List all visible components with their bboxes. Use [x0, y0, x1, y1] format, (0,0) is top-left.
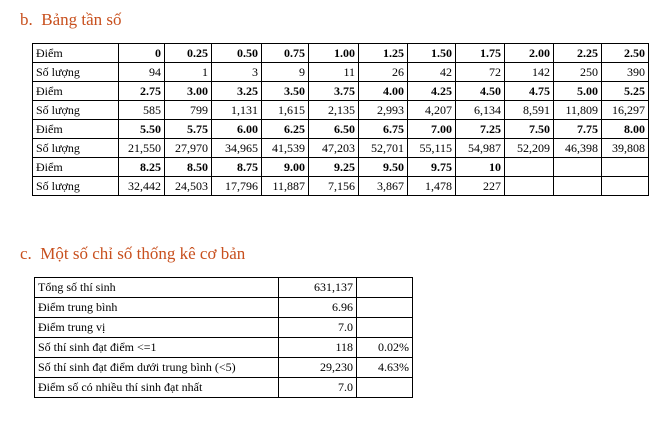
stat-value: 6.96	[279, 298, 357, 318]
stat-label: Số thí sinh đạt điểm <=1	[35, 338, 279, 358]
stat-percent	[357, 378, 413, 398]
count-cell: 3	[212, 63, 262, 82]
section-c-heading: c. Một số chỉ số thống kê cơ bản	[20, 244, 246, 263]
score-row	[33, 44, 649, 63]
stat-percent	[357, 298, 413, 318]
score-cell: 4.25	[408, 82, 456, 101]
count-cell: 7,156	[309, 177, 359, 196]
count-cell: 2,993	[359, 101, 408, 120]
score-cell: 9.00	[262, 158, 309, 177]
score-cell: 8.50	[165, 158, 212, 177]
score-cell: 8.75	[212, 158, 262, 177]
count-cell	[505, 177, 554, 196]
score-cell: 7.00	[408, 120, 456, 139]
stat-row	[35, 318, 413, 338]
frequency-table	[32, 43, 649, 196]
stat-percent: 0.02%	[357, 338, 413, 358]
score-label: Điểm	[33, 44, 119, 63]
score-cell	[505, 158, 554, 177]
score-cell: 8.00	[602, 120, 649, 139]
score-cell: 2.50	[602, 44, 649, 63]
stat-row	[35, 278, 413, 298]
count-cell: 11	[309, 63, 359, 82]
score-cell: 7.50	[505, 120, 554, 139]
score-cell: 3.50	[262, 82, 309, 101]
count-cell: 250	[554, 63, 602, 82]
count-cell: 47,203	[309, 139, 359, 158]
count-cell: 390	[602, 63, 649, 82]
score-cell: 4.75	[505, 82, 554, 101]
count-cell: 34,965	[212, 139, 262, 158]
score-cell: 6.25	[262, 120, 309, 139]
stat-percent	[357, 278, 413, 298]
score-cell: 4.50	[456, 82, 505, 101]
score-cell: 5.25	[602, 82, 649, 101]
count-cell: 8,591	[505, 101, 554, 120]
score-cell: 1.00	[309, 44, 359, 63]
score-cell: 0.50	[212, 44, 262, 63]
count-cell: 27,970	[165, 139, 212, 158]
score-cell: 8.25	[119, 158, 165, 177]
score-label: Điểm	[33, 158, 119, 177]
stat-row	[35, 338, 413, 358]
score-cell: 2.75	[119, 82, 165, 101]
score-cell: 5.50	[119, 120, 165, 139]
count-label: Số lượng	[33, 139, 119, 158]
count-cell: 3,867	[359, 177, 408, 196]
stat-percent	[357, 318, 413, 338]
count-cell: 21,550	[119, 139, 165, 158]
score-cell: 4.00	[359, 82, 408, 101]
count-row	[33, 101, 649, 120]
score-cell: 3.00	[165, 82, 212, 101]
section-b-heading: b. Bảng tần số	[20, 10, 122, 29]
count-cell: 55,115	[408, 139, 456, 158]
count-cell: 54,987	[456, 139, 505, 158]
count-label: Số lượng	[33, 63, 119, 82]
stat-value: 7.0	[279, 378, 357, 398]
count-row	[33, 63, 649, 82]
count-cell: 1,615	[262, 101, 309, 120]
count-cell: 39,808	[602, 139, 649, 158]
count-label: Số lượng	[33, 177, 119, 196]
count-cell: 94	[119, 63, 165, 82]
count-cell: 2,135	[309, 101, 359, 120]
count-row	[33, 177, 649, 196]
score-cell: 5.75	[165, 120, 212, 139]
count-cell: 11,887	[262, 177, 309, 196]
stat-value: 118	[279, 338, 357, 358]
count-cell: 6,134	[456, 101, 505, 120]
score-cell: 1.75	[456, 44, 505, 63]
stat-value: 29,230	[279, 358, 357, 378]
score-cell: 2.00	[505, 44, 554, 63]
stat-label: Số thí sinh đạt điểm dưới trung bình (<5)	[35, 358, 279, 378]
score-row	[33, 120, 649, 139]
score-cell: 1.25	[359, 44, 408, 63]
stat-value: 631,137	[279, 278, 357, 298]
score-cell: 9.25	[309, 158, 359, 177]
count-cell: 24,503	[165, 177, 212, 196]
score-cell: 3.75	[309, 82, 359, 101]
count-cell: 32,442	[119, 177, 165, 196]
count-label: Số lượng	[33, 101, 119, 120]
count-cell: 1,131	[212, 101, 262, 120]
stat-label: Điểm trung bình	[35, 298, 279, 318]
score-cell	[602, 158, 649, 177]
score-cell: 9.75	[408, 158, 456, 177]
score-cell: 10	[456, 158, 505, 177]
count-cell: 52,209	[505, 139, 554, 158]
count-cell: 1,478	[408, 177, 456, 196]
count-cell: 46,398	[554, 139, 602, 158]
count-cell	[554, 177, 602, 196]
stat-label: Điểm số có nhiều thí sinh đạt nhất	[35, 378, 279, 398]
score-cell: 5.00	[554, 82, 602, 101]
count-cell: 72	[456, 63, 505, 82]
score-cell: 6.50	[309, 120, 359, 139]
score-cell: 6.00	[212, 120, 262, 139]
count-cell: 11,809	[554, 101, 602, 120]
score-cell: 3.25	[212, 82, 262, 101]
score-cell: 0.75	[262, 44, 309, 63]
score-cell: 1.50	[408, 44, 456, 63]
score-row	[33, 158, 649, 177]
count-cell: 9	[262, 63, 309, 82]
count-cell: 42	[408, 63, 456, 82]
stat-value: 7.0	[279, 318, 357, 338]
count-cell: 16,297	[602, 101, 649, 120]
stat-row	[35, 358, 413, 378]
score-cell: 6.75	[359, 120, 408, 139]
score-cell: 0.25	[165, 44, 212, 63]
stat-percent: 4.63%	[357, 358, 413, 378]
statistics-table	[34, 277, 413, 398]
count-cell: 142	[505, 63, 554, 82]
score-cell: 7.75	[554, 120, 602, 139]
score-cell: 9.50	[359, 158, 408, 177]
score-cell	[554, 158, 602, 177]
count-row	[33, 139, 649, 158]
count-cell: 1	[165, 63, 212, 82]
score-label: Điểm	[33, 82, 119, 101]
stat-label: Điểm trung vị	[35, 318, 279, 338]
stat-label: Tổng số thí sinh	[35, 278, 279, 298]
stat-row	[35, 378, 413, 398]
score-cell: 7.25	[456, 120, 505, 139]
count-cell: 41,539	[262, 139, 309, 158]
score-label: Điểm	[33, 120, 119, 139]
count-cell	[602, 177, 649, 196]
count-cell: 26	[359, 63, 408, 82]
count-cell: 227	[456, 177, 505, 196]
count-cell: 799	[165, 101, 212, 120]
count-cell: 585	[119, 101, 165, 120]
score-cell: 2.25	[554, 44, 602, 63]
count-cell: 4,207	[408, 101, 456, 120]
count-cell: 17,796	[212, 177, 262, 196]
count-cell: 52,701	[359, 139, 408, 158]
score-row	[33, 82, 649, 101]
score-cell: 0	[119, 44, 165, 63]
stat-row	[35, 298, 413, 318]
